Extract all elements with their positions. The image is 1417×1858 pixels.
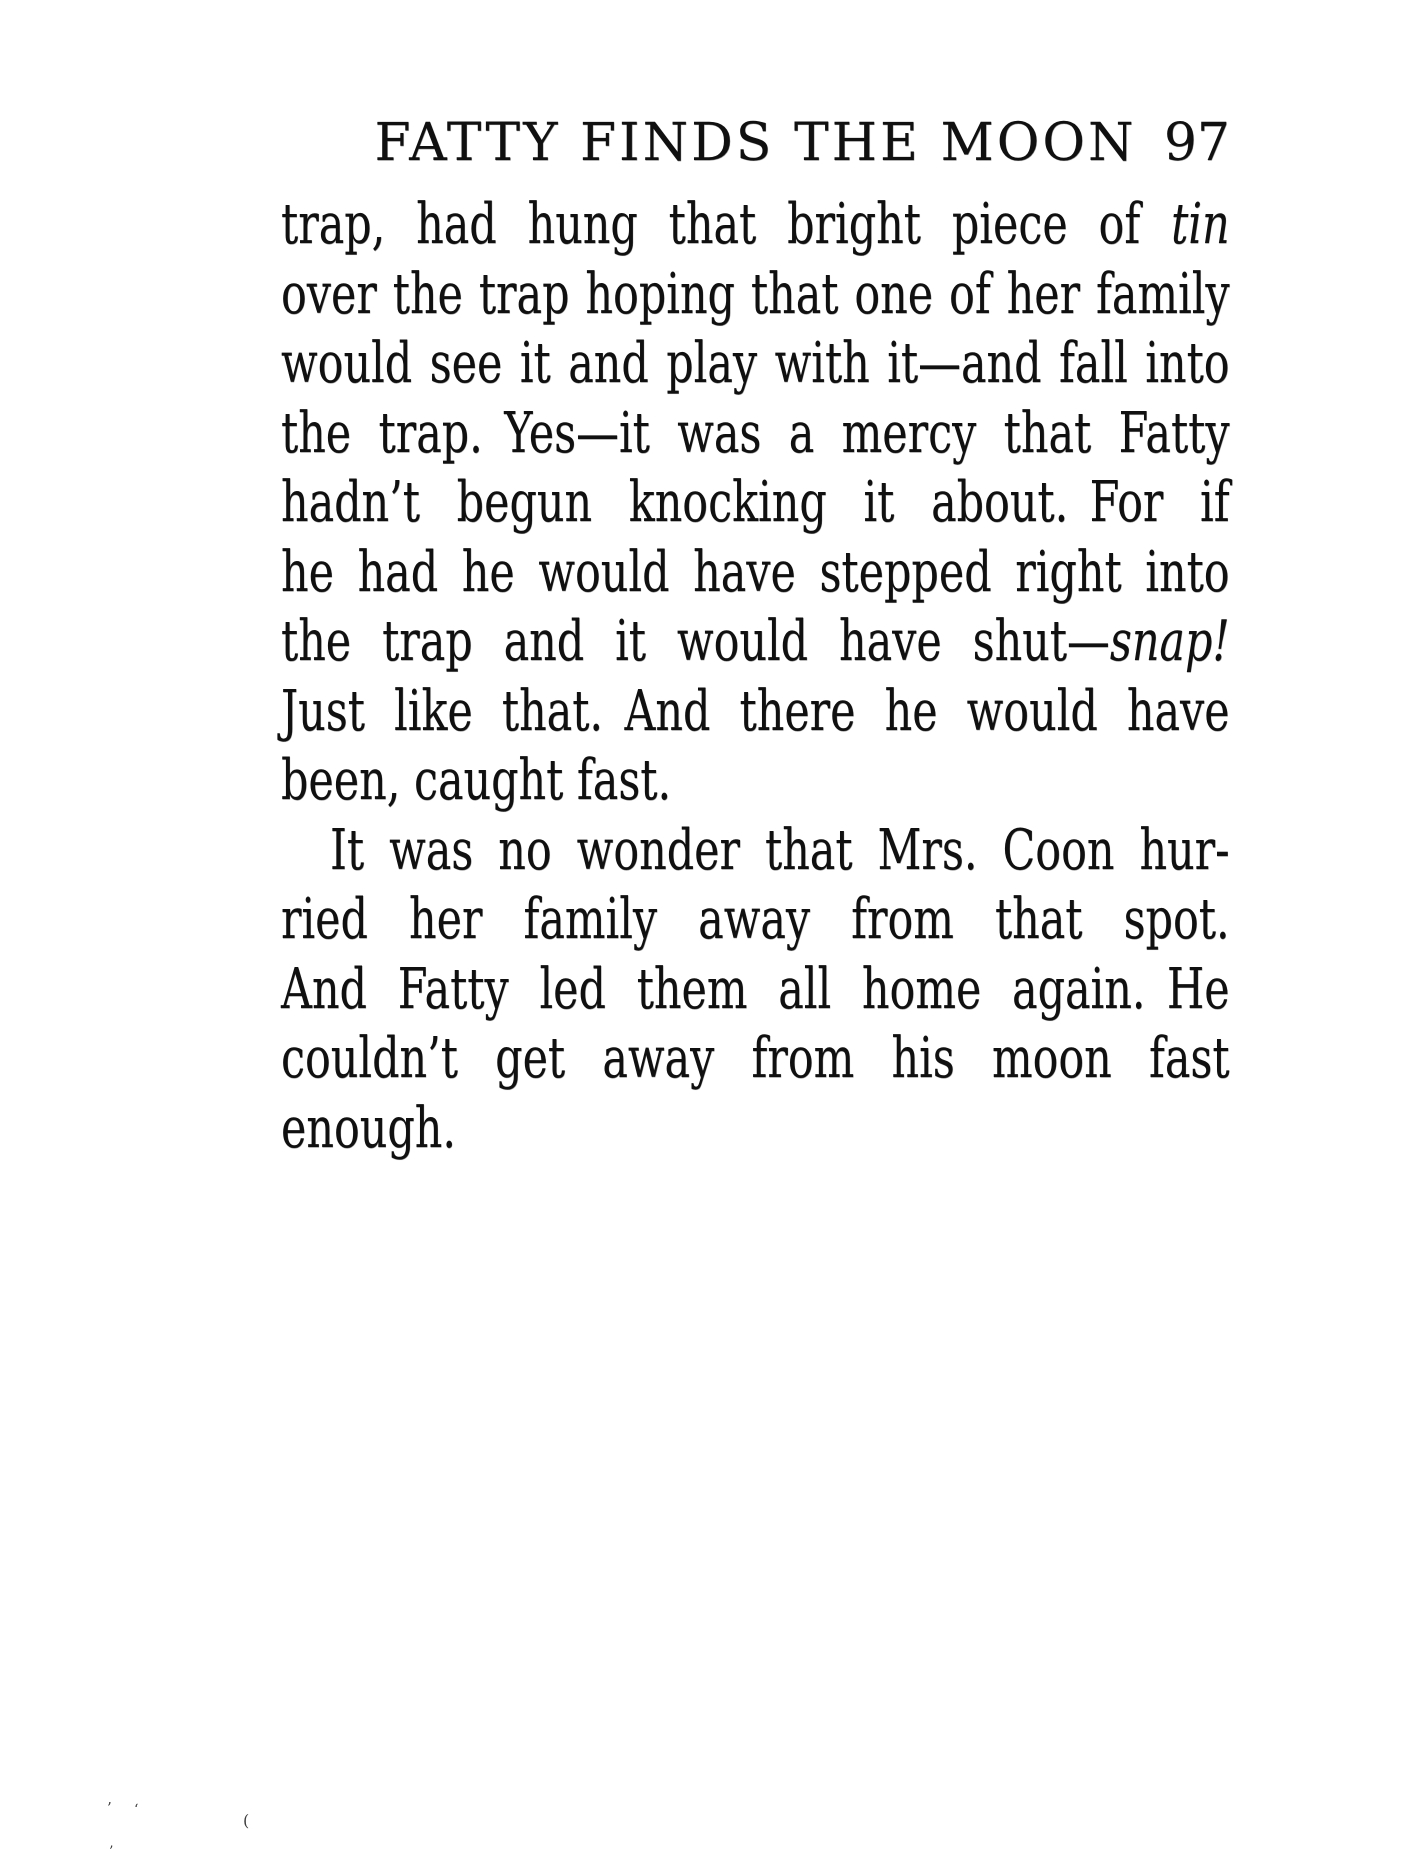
text-line bbox=[281, 607, 1230, 677]
text-run: enough. bbox=[281, 1095, 456, 1161]
text-line bbox=[281, 260, 1230, 330]
text-line bbox=[281, 399, 1230, 469]
scan-speck: ( bbox=[243, 1811, 250, 1830]
text-run: And Fatty led them all home again. He bbox=[281, 956, 1230, 1022]
page-number: 97 bbox=[1163, 113, 1230, 173]
text-run: It was no wonder that Mrs. Coon hur- bbox=[329, 817, 1230, 883]
text-line bbox=[281, 955, 1230, 1025]
text-line bbox=[281, 190, 1230, 260]
text-run: ried her family away from that spot. bbox=[281, 887, 1230, 952]
text-run: would see it and play with it—and fall into bbox=[281, 331, 1230, 396]
scan-speck: ’ bbox=[107, 1799, 112, 1817]
text-run: over the trap hoping that one of her family bbox=[281, 261, 1230, 327]
text-run: Just like that. And there he would have bbox=[281, 678, 1230, 744]
italic-word: snap! bbox=[1109, 609, 1230, 674]
text-line bbox=[281, 538, 1230, 608]
text-run: trap, had hung that bright piece of bbox=[281, 192, 1172, 257]
text-run: hadn’t begun knocking it about. For if bbox=[281, 470, 1230, 535]
text-line bbox=[281, 677, 1230, 747]
text-run: the trap and it would have shut— bbox=[281, 609, 1110, 674]
scan-speck: ‘ bbox=[134, 1802, 139, 1818]
text-line bbox=[281, 329, 1230, 399]
text-line bbox=[281, 885, 1230, 955]
scan-speck: ’ bbox=[109, 1844, 114, 1858]
text-run: been, caught fast. bbox=[281, 748, 672, 813]
text-run: he had he would have stepped right into bbox=[281, 539, 1230, 605]
text-line bbox=[281, 746, 1230, 816]
body-text bbox=[281, 190, 1230, 1163]
text-run: the trap. Yes—it was a mercy that Fatty bbox=[281, 400, 1230, 466]
text-line bbox=[281, 1024, 1230, 1094]
text-line bbox=[281, 816, 1230, 886]
text-run: couldn’t get away from his moon fast bbox=[281, 1026, 1230, 1091]
page-header bbox=[281, 114, 1230, 172]
text-line bbox=[281, 1094, 1230, 1164]
running-title: FATTY FINDS THE MOON bbox=[374, 113, 1137, 173]
text-line bbox=[281, 468, 1230, 538]
italic-word: tin bbox=[1171, 192, 1230, 257]
